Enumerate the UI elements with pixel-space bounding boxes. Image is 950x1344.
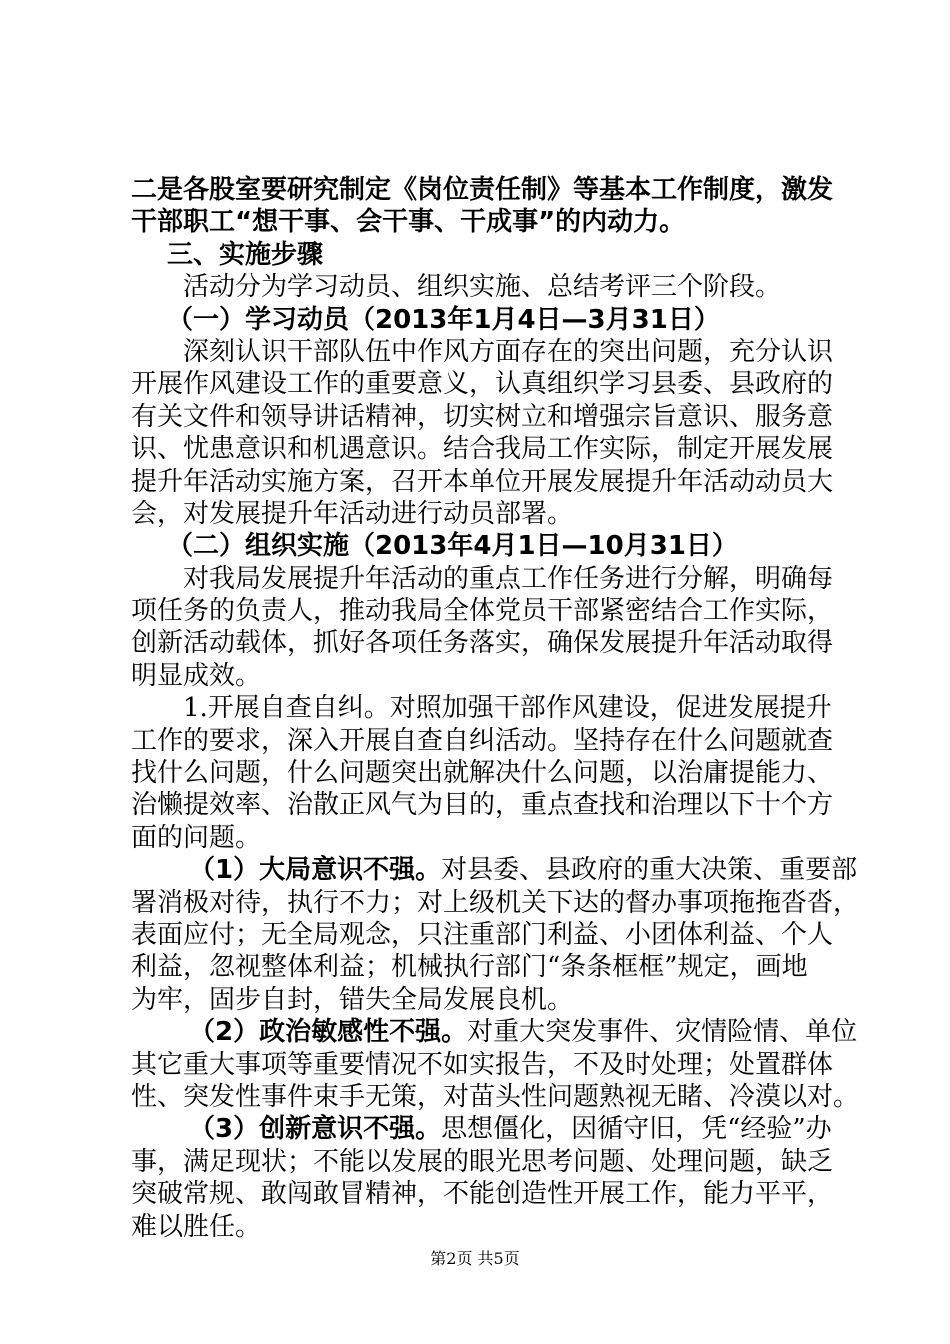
paragraph-line: 创新活动载体，抓好各项任务落实，确保发展提升年活动取得 [131,628,834,659]
item-3-text: 思想僵化，因循守旧，凭“经验”办 [441,1114,832,1145]
paragraph-line: 事，满足现状；不能以发展的眼光思考问题、处理问题，缺乏 [131,1146,834,1177]
item-2-text: 对重大突发事件、灾情险情、单位 [467,1017,858,1048]
paragraph-line: 找什么问题，什么问题突出就解决什么问题，以治庸提能力、 [131,758,834,789]
subsection-heading-1: （一）学习动员（2013年1月4日—3月31日） [167,304,720,335]
paragraph-line: 会，对发展提升年活动进行动员部署。 [131,498,574,529]
paragraph-line: 提升年活动实施方案，召开本单位开展发展提升年活动动员大 [131,466,834,497]
subsection-heading-2: （二）组织实施（2013年4月1日—10月31日） [167,531,738,562]
paragraph-line: 有关文件和领导讲话精神，切实树立和增强宗旨意识、服务意 [131,401,834,432]
item-1-text: 对县委、县政府的重大决策、重要部 [441,855,858,886]
item-3-heading: （3）创新意识不强。 [189,1114,442,1145]
paragraph-line: 干部职工“想干事、会干事、干成事”的内动力。 [131,207,686,238]
paragraph-line: 难以胜任。 [131,1211,262,1242]
paragraph-line: 深刻认识干部队伍中作风方面存在的突出问题，充分认识 [183,336,834,367]
paragraph-line: 工作的要求，深入开展自查自纠活动。坚持存在什么问题就查 [131,725,834,756]
item-2-first-line [131,1016,858,1048]
item-1-first-line [131,854,858,886]
paragraph-line: 性、突发性事件束手无策，对苗头性问题熟视无睹、冷漠以对。 [131,1081,860,1112]
paragraph-line: 治懒提效率、治散正风气为目的，重点查找和治理以下十个方 [131,790,834,821]
paragraph-line: 开展作风建设工作的重要意义，认真组织学习县委、县政府的 [131,369,834,400]
item-3-first-line [131,1113,831,1145]
document-body [131,174,860,1243]
item-1-heading: （1）大局意识不强。 [189,855,442,886]
paragraph-line: 二是各股室要研究制定《岗位责任制》等基本工作制度，激发 [131,175,834,205]
paragraph-line: 1.开展自查自纠。对照加强干部作风建设，促进发展提升 [183,693,832,724]
paragraph-line: 识、忧患意识和机遇意识。结合我局工作实际，制定开展发展 [131,434,834,465]
paragraph-line: 利益，忽视整体利益；机械执行部门“条条框框”规定，画地 [131,952,808,983]
paragraph-line: 明显成效。 [131,660,262,691]
paragraph-line: 面的问题。 [131,822,262,853]
paragraph-line: 署消极对待，执行不力；对上级机关下达的督办事项拖拖沓沓， [131,887,860,918]
section-heading-3: 三、实施步骤 [167,239,324,270]
paragraph-line: 对我局发展提升年活动的重点工作任务进行分解，明确每 [183,563,834,594]
paragraph-line: 表面应付；无全局观念，只注重部门利益、小团体利益、个人 [131,919,834,950]
paragraph-line: 其它重大事项等重要情况不如实报告，不及时处理；处置群体 [131,1049,834,1080]
paragraph-line: 活动分为学习动员、组织实施、总结考评三个阶段。 [183,272,782,303]
page-number-footer: 第2页 共5页 [430,1249,520,1268]
item-2-heading: （2）政治敏感性不强。 [189,1017,468,1048]
paragraph-line: 为牢，固步自封，错失全局发展良机。 [131,984,574,1015]
paragraph-line: 项任务的负责人，推动我局全体党员干部紧密结合工作实际， [131,596,834,627]
paragraph-line: 突破常规、敢闯敢冒精神，不能创造性开展工作，能力平平， [131,1179,834,1210]
